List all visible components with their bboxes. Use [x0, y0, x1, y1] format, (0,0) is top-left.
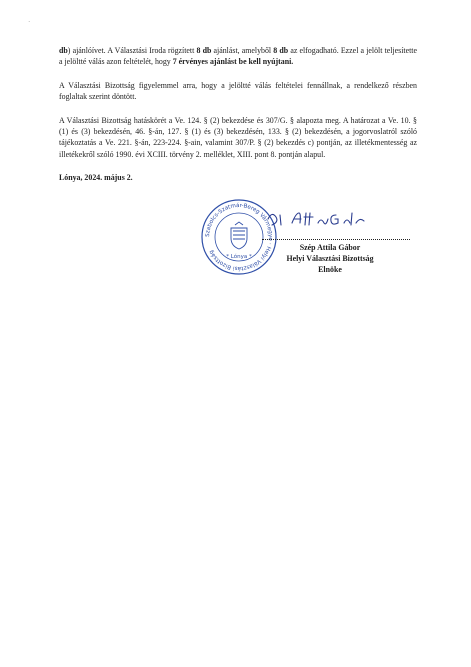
signer-role: Elnöke — [318, 265, 342, 274]
paragraph-run: ajánlást, amelyből — [211, 46, 274, 55]
svg-text:* Lónya *: * Lónya * — [226, 254, 252, 260]
paragraph-3 — [59, 115, 417, 161]
paragraph-run: A Választási Bizottság figyelemmel arra, hogy a jelöltté válás feltételei fennállnak, a rendelkező részben foglaltak szerint döntött. — [59, 80, 417, 102]
paragraph-run: az elfogadható. Ezzel a jelölt teljesítette a jelöltté válás azon feltételét, hogy — [59, 46, 417, 67]
paragraph-run: ) ajánlóívet. A Választási Iroda rögzített — [67, 46, 197, 55]
svg-text:Szabolcs-Szatmár-Bereg Vármegy: Szabolcs-Szatmár-Bereg Vármegye · Helyi Választási Bizottság — [204, 202, 274, 272]
date-line: Lónya, 2024. május 2. — [59, 173, 133, 183]
paragraph-run: db — [59, 46, 68, 55]
signer-name: Szép Attila Gábor — [299, 243, 361, 252]
signature-block — [240, 225, 420, 275]
paragraph-run: 8 db — [273, 46, 289, 55]
paragraph-1 — [59, 45, 417, 68]
paragraph-2 — [59, 80, 417, 103]
paragraph-run: 7 érvényes ajánlást be kell nyújtani. — [172, 57, 294, 67]
signer-title: Helyi Választási Bizottság — [286, 254, 374, 263]
header-mark: · — [28, 18, 31, 26]
signature-line — [262, 225, 410, 240]
paragraph-run: 8 db — [196, 46, 212, 55]
paragraph-run: A Választási Bizottság hatáskörét a Ve. 124. § (2) bekezdése és 307/G. § alapozta meg. A határozat a Ve. 10. § (1) és (3) bekezdésén, 46. §-án, 127. § (1) és (3) bekezdésén, 133. § (2) bekezdésén, a jogorvoslatról szóló tájékoztatás a Ve. 221. §-án, 223-224. §-ain, valamint 307/P. § (2) bekezdés c) pontján, az illetékmentesség az illetékekről szóló 1990. évi XCIII. törvény 2. melléklet, XIII. pont 8. pontján alapul. — [59, 115, 417, 159]
document-body — [59, 45, 417, 184]
